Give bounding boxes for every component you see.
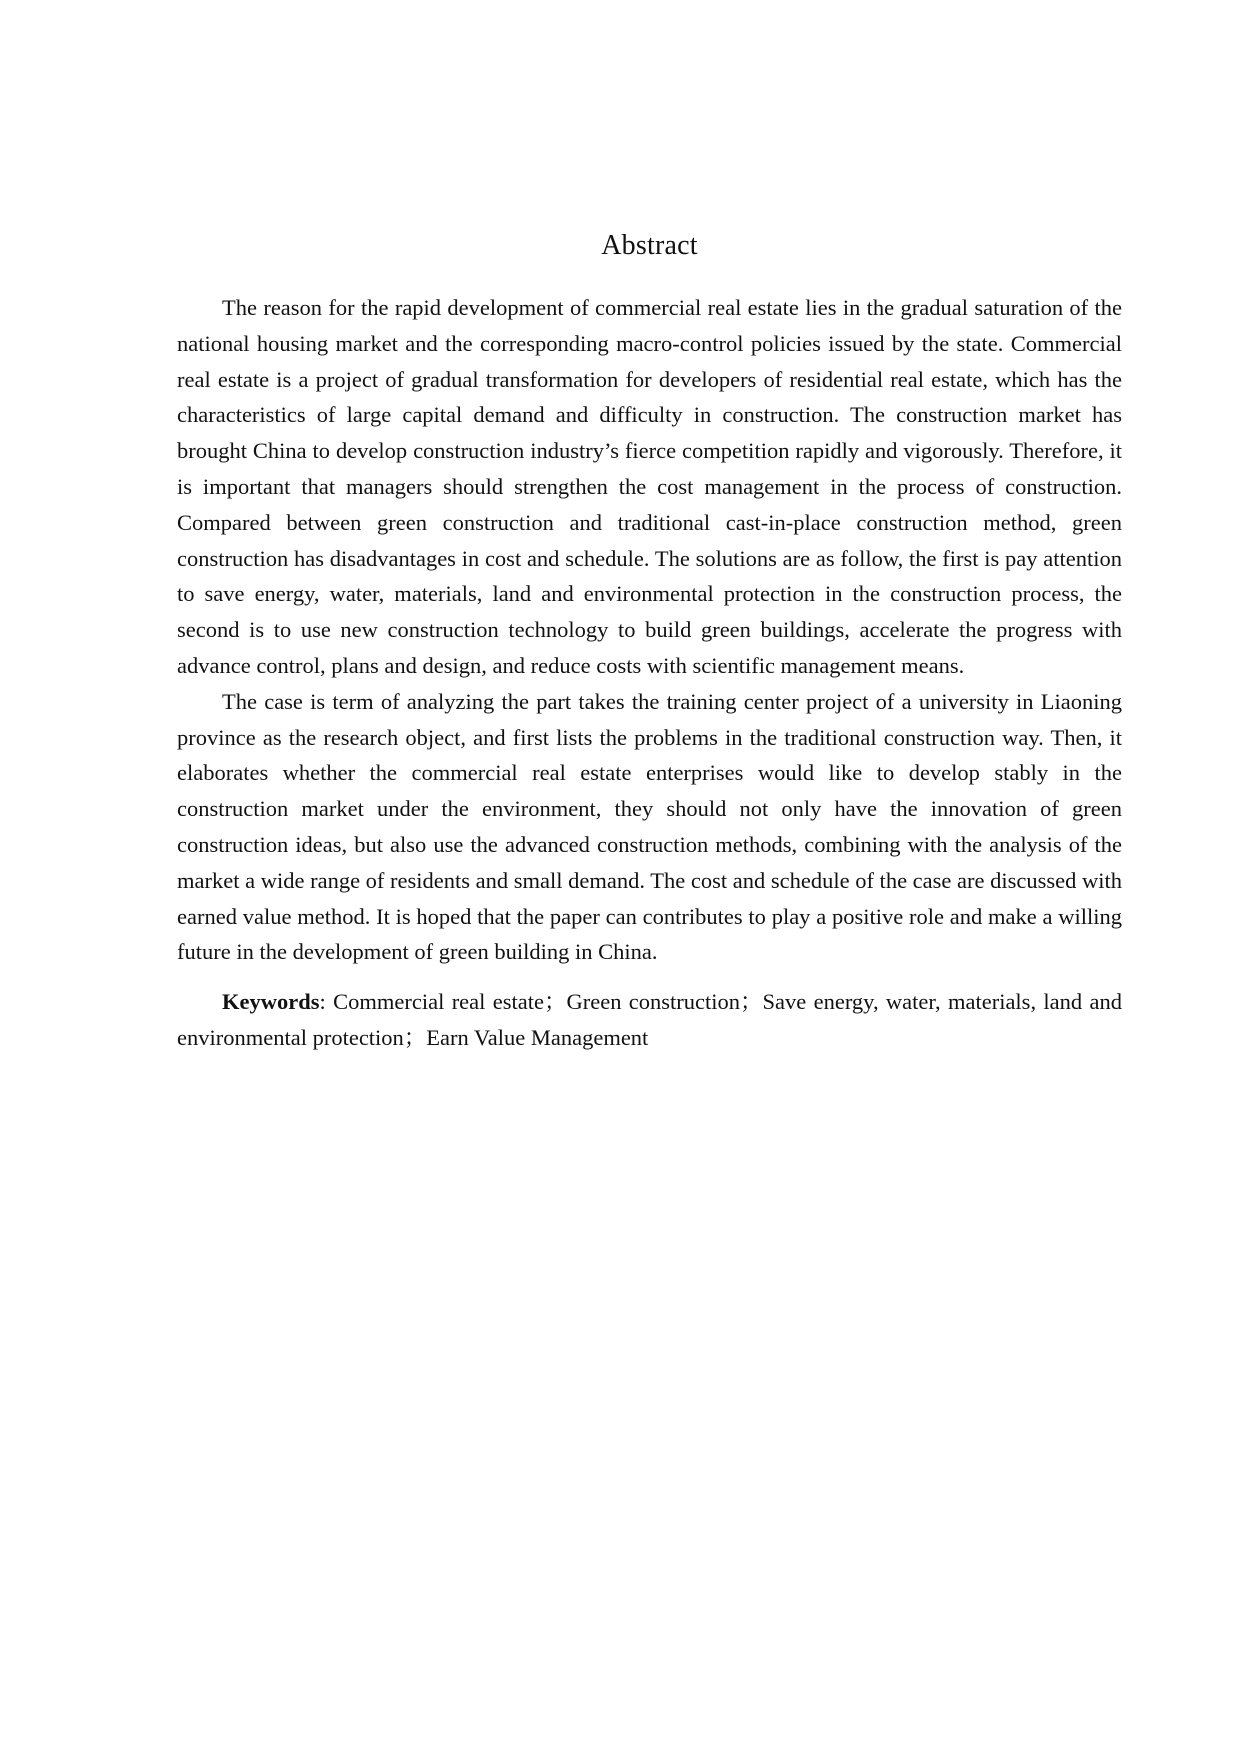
abstract-title: Abstract	[601, 230, 698, 261]
keywords-text: Commercial real estate；Green construction；Save energy, water, materials, land and environmental protection；Earn Value Management	[177, 989, 1122, 1050]
abstract-body	[177, 290, 1122, 970]
abstract-section	[177, 220, 1122, 1056]
keywords-line	[177, 984, 1122, 1056]
keywords-separator: :	[319, 989, 326, 1015]
abstract-paragraph-1: The reason for the rapid development of commercial real estate lies in the gradual saturation of the national housing market and the corresponding macro-control policies issued by the state. Commercial real estate is a project of gradual transformation for developers of residential real estate, which has the characteristics of large capital demand and difficulty in construction. The construction market has brought China to develop construction industry’s fierce competition rapidly and vigorously. Therefore, it is important that managers should strengthen the cost management in the process of construction. Compared between green construction and traditional cast-in-place construction method, green construction has disadvantages in cost and schedule. The solutions are as follow, the first is pay attention to save energy, water, materials, land and environmental protection in the construction process, the second is to use new construction technology to build green buildings, accelerate the progress with advance control, plans and design, and reduce costs with scientific management means.	[177, 295, 1122, 678]
abstract-paragraph-2: The case is term of analyzing the part takes the training center project of a university in Liaoning province as the research object, and first lists the problems in the traditional construction way. Then, it elaborates whether the commercial real estate enterprises would like to develop stably in the construction market under the environment, they should not only have the innovation of green construction ideas, but also use the advanced construction methods, combining with the analysis of the market a wide range of residents and small demand. The cost and schedule of the case are discussed with earned value method. It is hoped that the paper can contributes to play a positive role and make a willing future in the development of green building in China.	[177, 688, 1122, 965]
keywords-label: Keywords	[222, 989, 320, 1015]
